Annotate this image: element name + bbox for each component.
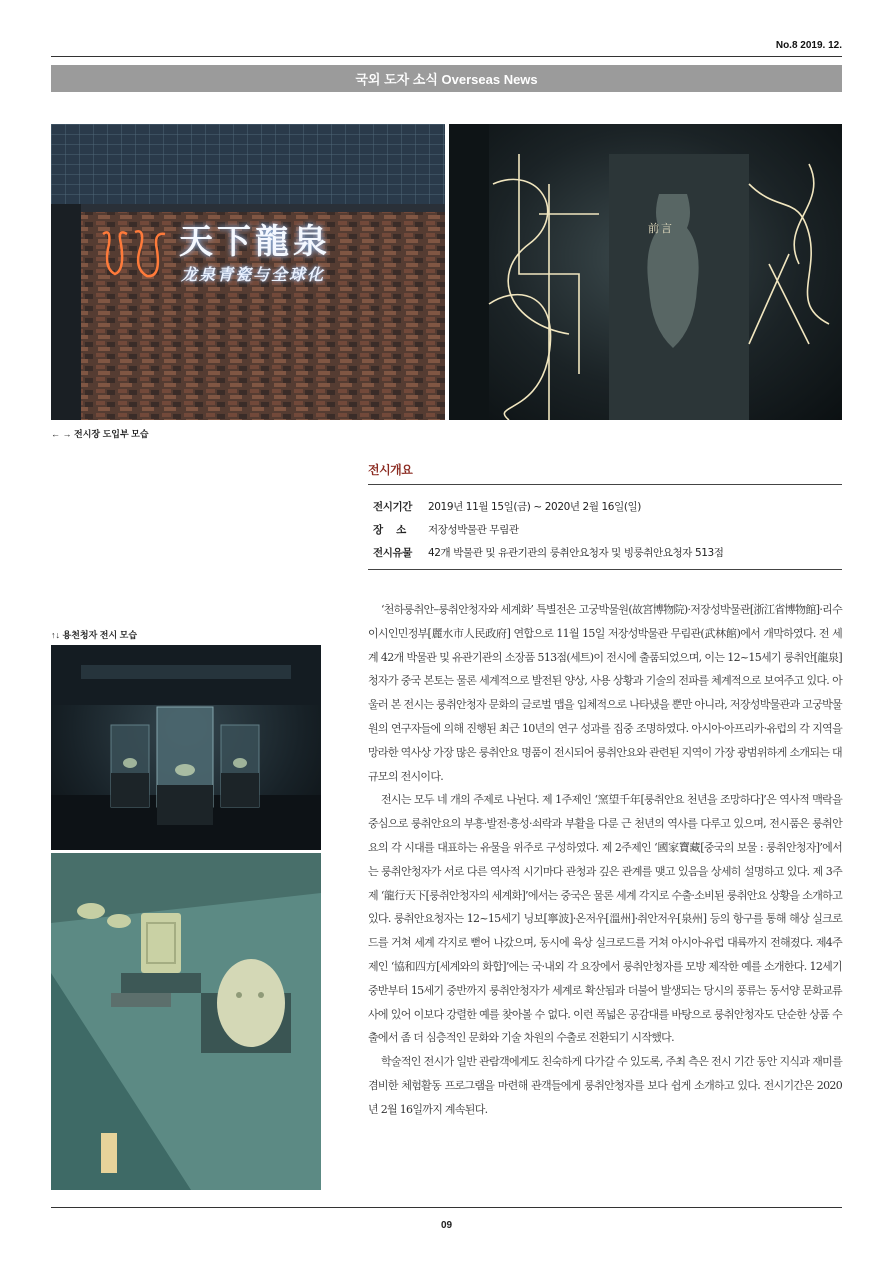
- caption-celadon: ↑↓ 용천청자 전시 모습: [51, 630, 138, 640]
- article-paragraph: ‘천하룽취안–룽취안청자와 세계화’ 특별전은 고궁박물원(故宮博物院)·저장성박물관[浙江省博物館]·리수이시인민정부[麗水市人民政府] 연합으로 11월 15일 저장성박물관 무림관(武林館)에서 개막하였다. 전 세계 42개 박물관 및 유관기관의 소장품 513점(세트)이 전시에 출품되었으며, 이는 12~15세기 룽취안[龍泉]청자가 중국 본토는 물론 세계적으로 발전된 양상, 사용 상황과 기술의 전파를 체계적으로 보여주고 있다. 아울러 본 전시는 룽취안청자 문화의 글로벌 맵을 입체적으로 나타냈을 뿐만 아니라, 저장성박물관과 고궁박물원의 연구자들에 의해 진행된 최근 10년의 연구 성과를 집중 조명하였다. 아시아·아프리카·유럽의 각 지역을 망라한 역사상 가장 많은 룽취안요 명품이 전시되어 룽취안요와 관련된 지역이 가장 광범위하게 소개되는 대규모의 전시이다.: [368, 603, 842, 783]
- preface-title: 前言: [648, 222, 674, 235]
- overview-table: [368, 484, 842, 570]
- overview-value: 42개 박물관 및 유관기관의 룽취안요청자 및 빙룽취안요청자 513점: [428, 547, 724, 559]
- overview-title: 전시개요: [368, 463, 413, 477]
- display-cases-photo: [51, 645, 321, 850]
- overview-value: 저장성박물관 무림관: [428, 524, 519, 536]
- overview-row-period: [368, 495, 842, 518]
- neon-sign-subtitle: 龙泉青瓷与全球化: [181, 265, 326, 284]
- article-body: [368, 598, 842, 1122]
- article-paragraph: 학술적인 전시가 일반 관람객에게도 친숙하게 다가갈 수 있도록, 주최 측은 전시 기간 동안 지식과 재미를 겸비한 체험활동 프로그램을 마련해 관객들에게 룽취안청자를 보다 쉽게 소개하고 있다. 전시기간은 2020년 2월 16일까지 계속된다.: [368, 1055, 842, 1116]
- overview-label: 장 소: [373, 524, 406, 536]
- header-rule: [51, 56, 842, 57]
- exhibition-preface-photo: [449, 124, 842, 420]
- overview-value: 2019년 11월 15일(금) ~ 2020년 2월 16일(일): [428, 501, 641, 513]
- page-number: 09: [440, 1220, 453, 1231]
- article-paragraph: 전시는 모두 네 개의 주제로 나뉜다. 제 1주제인 ‘窯望千年[룽취안요 천년을 조망하다]’은 역사적 맥락을 중심으로 룽취안요의 부흥·발전·흥성·쇠락과 부활을 다룬 근 천년의 역사를 다루고 있으며, 전시품은 룽취안요의 각 시대를 대표하는 유물을 위주로 구성하였다. 제 2주제인 ‘國家寶藏[중국의 보물 : 룽취안청자]’에서는 룽취안청자가 서로 다른 역사적 시기마다 관청과 깊은 관계를 맺고 있음을 상세히 설명하고 있다. 제 3주제 ‘龍行天下[룽취안청자의 세계화]’에서는 중국은 물론 세계 각지로 수출·소비된 룽취안요 상황을 소개하고 있다. 룽취안요청자는 12~15세기 닝보[寧波]·온저우[溫州]·취안저우[泉州] 등의 항구를 통해 해상 실크로드를 거쳐 세계 각지로 뻗어 나갔으며, 동시에 육상 실크로드를 거쳐 아시아·유럽 대륙까지 전해졌다. 제4주제인 ‘協和四方[세계와의 화합]’에는 국·내외 각 요장에서 룽취안청자를 모방 제작한 예를 소개한다. 12세기 중반부터 15세기 중반까지 룽취안청자가 세계로 확산됨과 더불어 발생되는 당시의 풍류는 동서양 문화교류사에 있어 이보다 강렬한 예를 찾아볼 수 없다. 이런 폭넓은 공감대를 바탕으로 룽취안청자도 단순한 상품 수출에서 좀 더 심층적인 문화와 기술 차원의 수출로 전환되기 시작했다.: [368, 793, 842, 1045]
- celadon-display-photo: [51, 853, 321, 1190]
- neon-sign-title: 天下龍泉: [179, 222, 331, 262]
- overview-row-objects: [368, 541, 842, 564]
- exhibition-entrance-photo: [51, 124, 445, 420]
- overview-label: 전시유물: [373, 547, 412, 559]
- section-banner: 국외 도자 소식 Overseas News: [51, 65, 842, 92]
- footer-rule: [51, 1207, 842, 1208]
- caption-entrance: ← → 전시장 도입부 모습: [51, 429, 149, 439]
- overview-label: 전시기간: [373, 501, 412, 513]
- issue-number: No.8 2019. 12.: [775, 40, 842, 51]
- overview-row-venue: [368, 518, 842, 541]
